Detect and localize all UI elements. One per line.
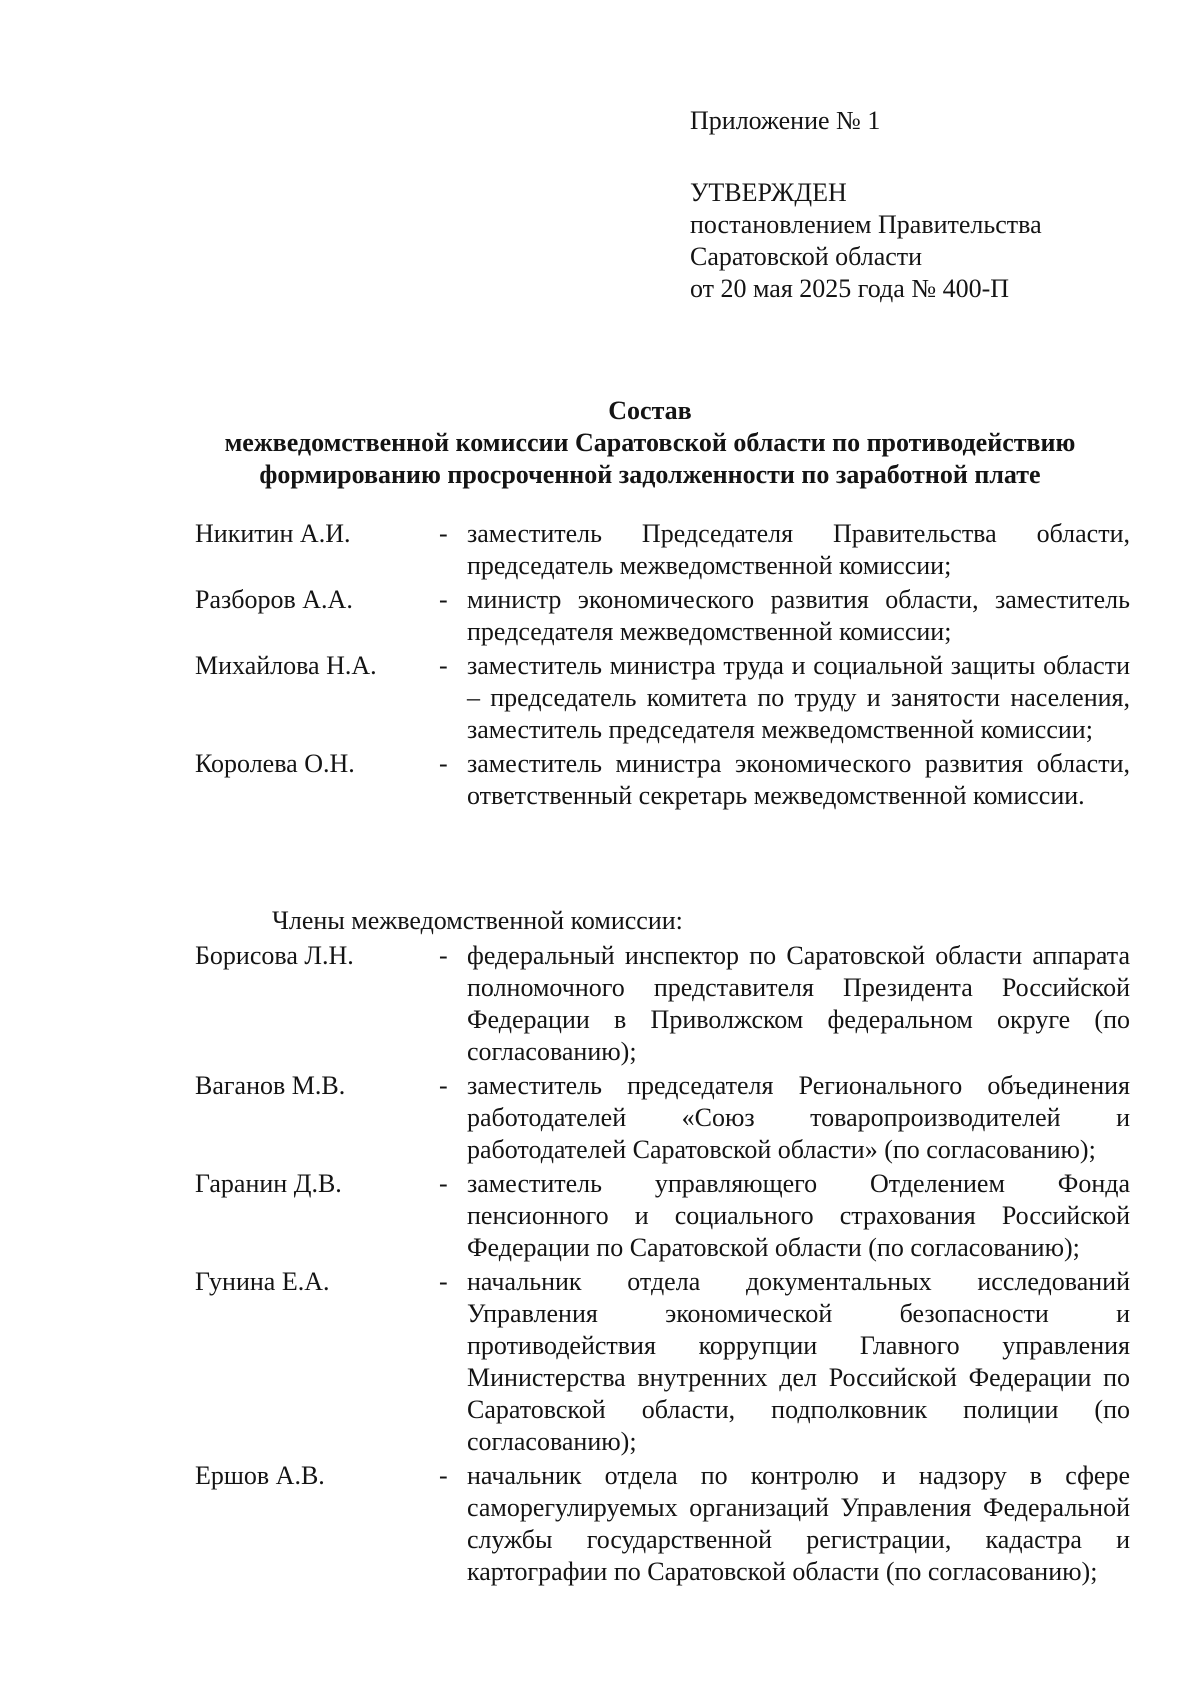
person-name: Королева О.Н. [195,749,355,778]
approved-label: УТВЕРЖДЕН [690,178,847,207]
dash-separator: - [439,519,448,548]
person-position: заместитель министра экономического развития области, ответственный секретарь межведомственной комиссии. [467,749,1130,810]
list-item [195,748,1130,812]
person-position: начальник отдела по контролю и надзору в сфере саморегулируемых организаций Управления Федеральной службы государственной регистрации, кадастра и картографии по Саратовской области (по согласованию); [467,1461,1130,1586]
dash-separator: - [439,1071,448,1100]
person-position: заместитель управляющего Отделением Фонда пенсионного и социального страхования Российской Федерации по Саратовской области (по согласованию); [467,1169,1130,1262]
list-item [195,1070,1130,1166]
title-line-2: межведомственной комиссии Саратовской области по противодействию [224,428,1076,457]
list-item [195,584,1130,648]
list-item [195,940,1130,1068]
person-name: Ершов А.В. [195,1461,325,1490]
document-title [150,395,1150,491]
person-position: министр экономического развития области, заместитель председателя межведомственной комиссии; [467,585,1130,646]
person-name: Борисова Л.Н. [195,941,354,970]
members-heading: Члены межведомственной комиссии: [272,906,683,935]
dash-separator: - [439,941,448,970]
person-position: заместитель председателя Регионального объединения работодателей «Союз товаропроизводителей и работодателей Саратовской области» (по согласованию); [467,1071,1130,1164]
list-item [195,1460,1130,1588]
person-name: Михайлова Н.А. [195,651,377,680]
title-line-3: формированию просроченной задолженности по заработной плате [259,460,1041,489]
dash-separator: - [439,1169,448,1198]
list-item [195,650,1130,746]
person-position: федеральный инспектор по Саратовской области аппарата полномочного представителя Президента Российской Федерации в Приволжском федеральном округе (по согласованию); [467,941,1130,1066]
approval-line-2: Саратовской области [690,242,923,271]
dash-separator: - [439,585,448,614]
person-position: заместитель Председателя Правительства области, председатель межведомственной комиссии; [467,519,1130,580]
dash-separator: - [439,1461,448,1490]
list-item [195,1266,1130,1458]
leaders-list [195,518,1130,814]
dash-separator: - [439,1267,448,1296]
dash-separator: - [439,651,448,680]
dash-separator: - [439,749,448,778]
person-position: заместитель министра труда и социальной защиты области – председатель комитета по труду и занятости населения, заместитель председателя межведомственной комиссии; [467,651,1130,744]
title-line-1: Состав [608,396,692,425]
person-name: Ваганов М.В. [195,1071,346,1100]
person-position: начальник отдела документальных исследований Управления экономической безопасности и противодействия коррупции Главного управления Министерства внутренних дел Российской Федерации по Саратовской области, подполковник полиции (по согласованию); [467,1267,1130,1456]
approval-header [690,105,1042,305]
list-item [195,518,1130,582]
members-list [195,940,1130,1590]
person-name: Гаранин Д.В. [195,1169,342,1198]
appendix-label: Приложение № 1 [690,106,881,135]
person-name: Разборов А.А. [195,585,353,614]
list-item [195,1168,1130,1264]
approval-line-3: от 20 мая 2025 года № 400-П [690,274,1010,303]
person-name: Гунина Е.А. [195,1267,330,1296]
approval-line-1: постановлением Правительства [690,210,1042,239]
person-name: Никитин А.И. [195,519,351,548]
